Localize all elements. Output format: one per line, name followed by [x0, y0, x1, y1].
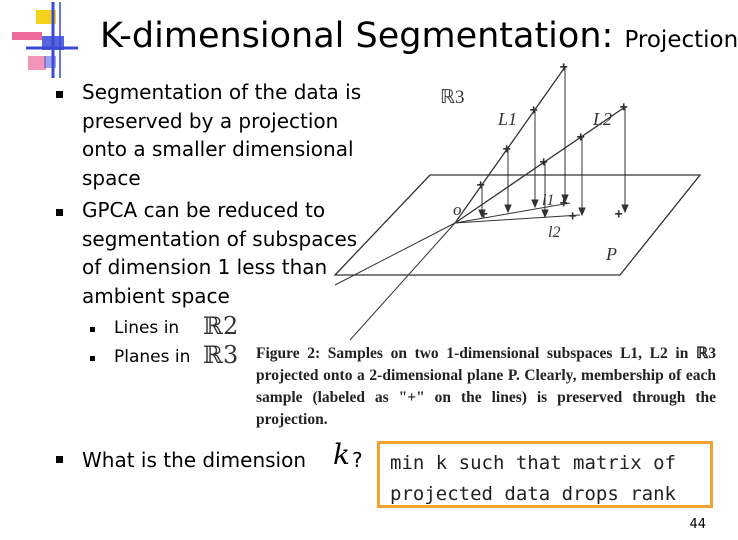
- subbullet-math: ℝ3: [203, 341, 239, 369]
- projection-figure: [370, 55, 715, 344]
- svg-text:+: +: [560, 59, 568, 74]
- question-suffix: ?: [352, 448, 363, 472]
- proj2-label: l2: [548, 224, 561, 241]
- slide-title-main: K-dimensional Segmentation:: [100, 16, 614, 56]
- projected-line-l2: [455, 215, 580, 223]
- svg-text:+: +: [503, 141, 511, 156]
- subbullet-marker: [90, 327, 95, 332]
- subbullet-label: Planes in: [114, 347, 191, 367]
- svg-text:+: +: [560, 195, 568, 210]
- origin-label: o: [453, 200, 462, 219]
- page-number: 44: [689, 517, 706, 532]
- svg-text:+: +: [480, 206, 488, 221]
- svg-text:+: +: [540, 154, 548, 169]
- plane-label: P: [606, 244, 617, 264]
- bullet-text: Segmentation of the data is preserved by a projection onto a smaller dimensional space: [82, 80, 362, 190]
- question-text: What is the dimension: [82, 448, 307, 472]
- svg-text:+: +: [477, 177, 485, 192]
- space-label: ℝ3: [440, 87, 465, 108]
- line2-label: L2: [593, 109, 613, 129]
- bullet-marker: [56, 91, 63, 98]
- slide-title: [100, 16, 738, 56]
- question-math: k: [333, 438, 350, 471]
- svg-text:+: +: [615, 206, 623, 221]
- answer-text: min k such that matrix of projected data drops rank: [390, 452, 676, 505]
- bullet-marker: [56, 456, 63, 463]
- figure-caption: Figure 2: Samples on two 1-dimensional subspaces L1, L2 in ℝ3 projected onto a 2-dimensional plane P. Clearly, membership of each sample (labeled as "+" on the lines) is preserved through the projection.: [256, 345, 716, 428]
- svg-text:+: +: [620, 99, 628, 114]
- slide-logo-decoration: [0, 0, 80, 80]
- slide-title-sub: Projection: [624, 27, 738, 53]
- line1-label: L1: [498, 109, 518, 129]
- subbullet-label: Lines in: [114, 318, 180, 338]
- answer-box: [377, 441, 713, 508]
- subbullet-marker: [90, 356, 95, 361]
- proj1-label: l1: [542, 192, 555, 209]
- svg-text:+: +: [569, 208, 577, 223]
- svg-text:+: +: [530, 102, 538, 117]
- bullet-marker: [56, 209, 63, 216]
- subbullet-math: ℝ2: [203, 312, 239, 340]
- svg-text:+: +: [577, 129, 585, 144]
- plane-p: [335, 175, 700, 275]
- bullet-text: GPCA can be reduced to segmentation of subspaces of dimension 1 less than ambient space: [82, 198, 358, 308]
